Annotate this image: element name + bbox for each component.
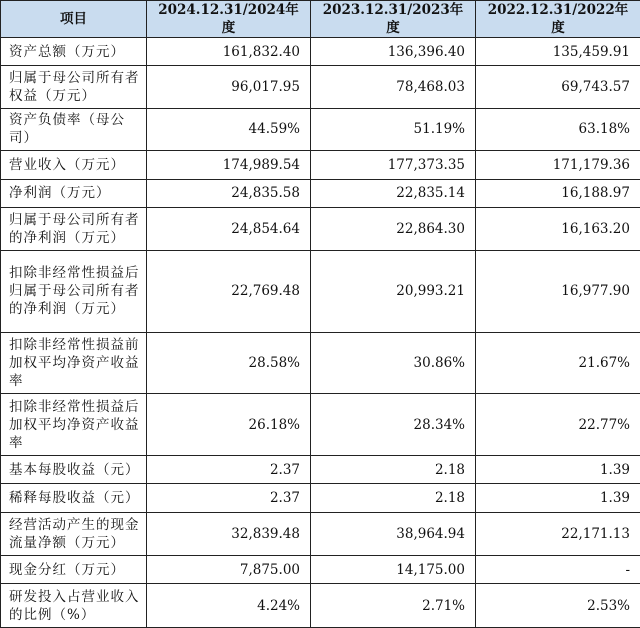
- cell-2022: -: [476, 556, 640, 584]
- row-label: 营业收入（万元）: [1, 150, 147, 179]
- cell-2024: 7,875.00: [147, 556, 311, 584]
- table-row: [1, 207, 640, 250]
- cell-2023: 136,396.40: [311, 38, 476, 66]
- row-label: 归属于母公司所有者权益（万元）: [1, 66, 147, 109]
- cell-2023: 78,468.03: [311, 66, 476, 109]
- cell-2022: 171,179.36: [476, 150, 640, 179]
- header-2024: 2024.12.31/2024年度: [147, 1, 311, 38]
- header-item: 项目: [1, 1, 147, 38]
- table-row: [1, 332, 640, 394]
- cell-2023: 2.18: [311, 455, 476, 483]
- table-row: [1, 150, 640, 179]
- row-label: 经营活动产生的现金流量净额（万元）: [1, 513, 147, 556]
- cell-2024: 22,769.48: [147, 250, 311, 332]
- cell-2022: 21.67%: [476, 332, 640, 394]
- row-label: 稀释每股收益（元）: [1, 484, 147, 513]
- row-label: 扣除非经常性损益后归属于母公司所有者的净利润（万元）: [1, 250, 147, 332]
- row-label: 资产总额（万元）: [1, 38, 147, 66]
- cell-2022: 16,163.20: [476, 207, 640, 250]
- table-row: [1, 484, 640, 513]
- table-row: [1, 584, 640, 628]
- cell-2024: 96,017.95: [147, 66, 311, 109]
- cell-2022: 69,743.57: [476, 66, 640, 109]
- table-row: [1, 513, 640, 556]
- cell-2024: 4.24%: [147, 584, 311, 628]
- cell-2024: 24,835.58: [147, 179, 311, 207]
- cell-2023: 30.86%: [311, 332, 476, 394]
- cell-2024: 24,854.64: [147, 207, 311, 250]
- cell-2024: 174,989.54: [147, 150, 311, 179]
- cell-2024: 32,839.48: [147, 513, 311, 556]
- cell-2022: 16,977.90: [476, 250, 640, 332]
- row-label: 资产负债率（母公司）: [1, 108, 147, 150]
- cell-2023: 51.19%: [311, 108, 476, 150]
- cell-2023: 177,373.35: [311, 150, 476, 179]
- row-label: 扣除非经常性损益后加权平均净资产收益率: [1, 394, 147, 456]
- table-row: [1, 250, 640, 332]
- row-label: 净利润（万元）: [1, 179, 147, 207]
- cell-2024: 2.37: [147, 455, 311, 483]
- cell-2022: 63.18%: [476, 108, 640, 150]
- cell-2023: 28.34%: [311, 394, 476, 456]
- table-header-row: [1, 1, 640, 38]
- cell-2023: 38,964.94: [311, 513, 476, 556]
- cell-2024: 44.59%: [147, 108, 311, 150]
- cell-2022: 1.39: [476, 455, 640, 483]
- table-row: [1, 455, 640, 483]
- cell-2023: 14,175.00: [311, 556, 476, 584]
- header-2022: 2022.12.31/2022年度: [476, 1, 640, 38]
- cell-2024: 161,832.40: [147, 38, 311, 66]
- table-row: [1, 108, 640, 150]
- cell-2022: 1.39: [476, 484, 640, 513]
- row-label: 归属于母公司所有者的净利润（万元）: [1, 207, 147, 250]
- cell-2023: 2.18: [311, 484, 476, 513]
- cell-2023: 22,864.30: [311, 207, 476, 250]
- cell-2022: 22,171.13: [476, 513, 640, 556]
- cell-2022: 22.77%: [476, 394, 640, 456]
- row-label: 现金分红（万元）: [1, 556, 147, 584]
- cell-2022: 2.53%: [476, 584, 640, 628]
- table-row: [1, 394, 640, 456]
- table-row: [1, 38, 640, 66]
- header-2023: 2023.12.31/2023年度: [311, 1, 476, 38]
- row-label: 研发投入占营业收入的比例（%）: [1, 584, 147, 628]
- cell-2022: 135,459.91: [476, 38, 640, 66]
- cell-2023: 2.71%: [311, 584, 476, 628]
- cell-2024: 2.37: [147, 484, 311, 513]
- table-row: [1, 66, 640, 109]
- cell-2023: 22,835.14: [311, 179, 476, 207]
- cell-2023: 20,993.21: [311, 250, 476, 332]
- table-row: [1, 179, 640, 207]
- cell-2024: 26.18%: [147, 394, 311, 456]
- cell-2022: 16,188.97: [476, 179, 640, 207]
- row-label: 扣除非经常性损益前加权平均净资产收益率: [1, 332, 147, 394]
- table-row: [1, 556, 640, 584]
- row-label: 基本每股收益（元）: [1, 455, 147, 483]
- cell-2024: 28.58%: [147, 332, 311, 394]
